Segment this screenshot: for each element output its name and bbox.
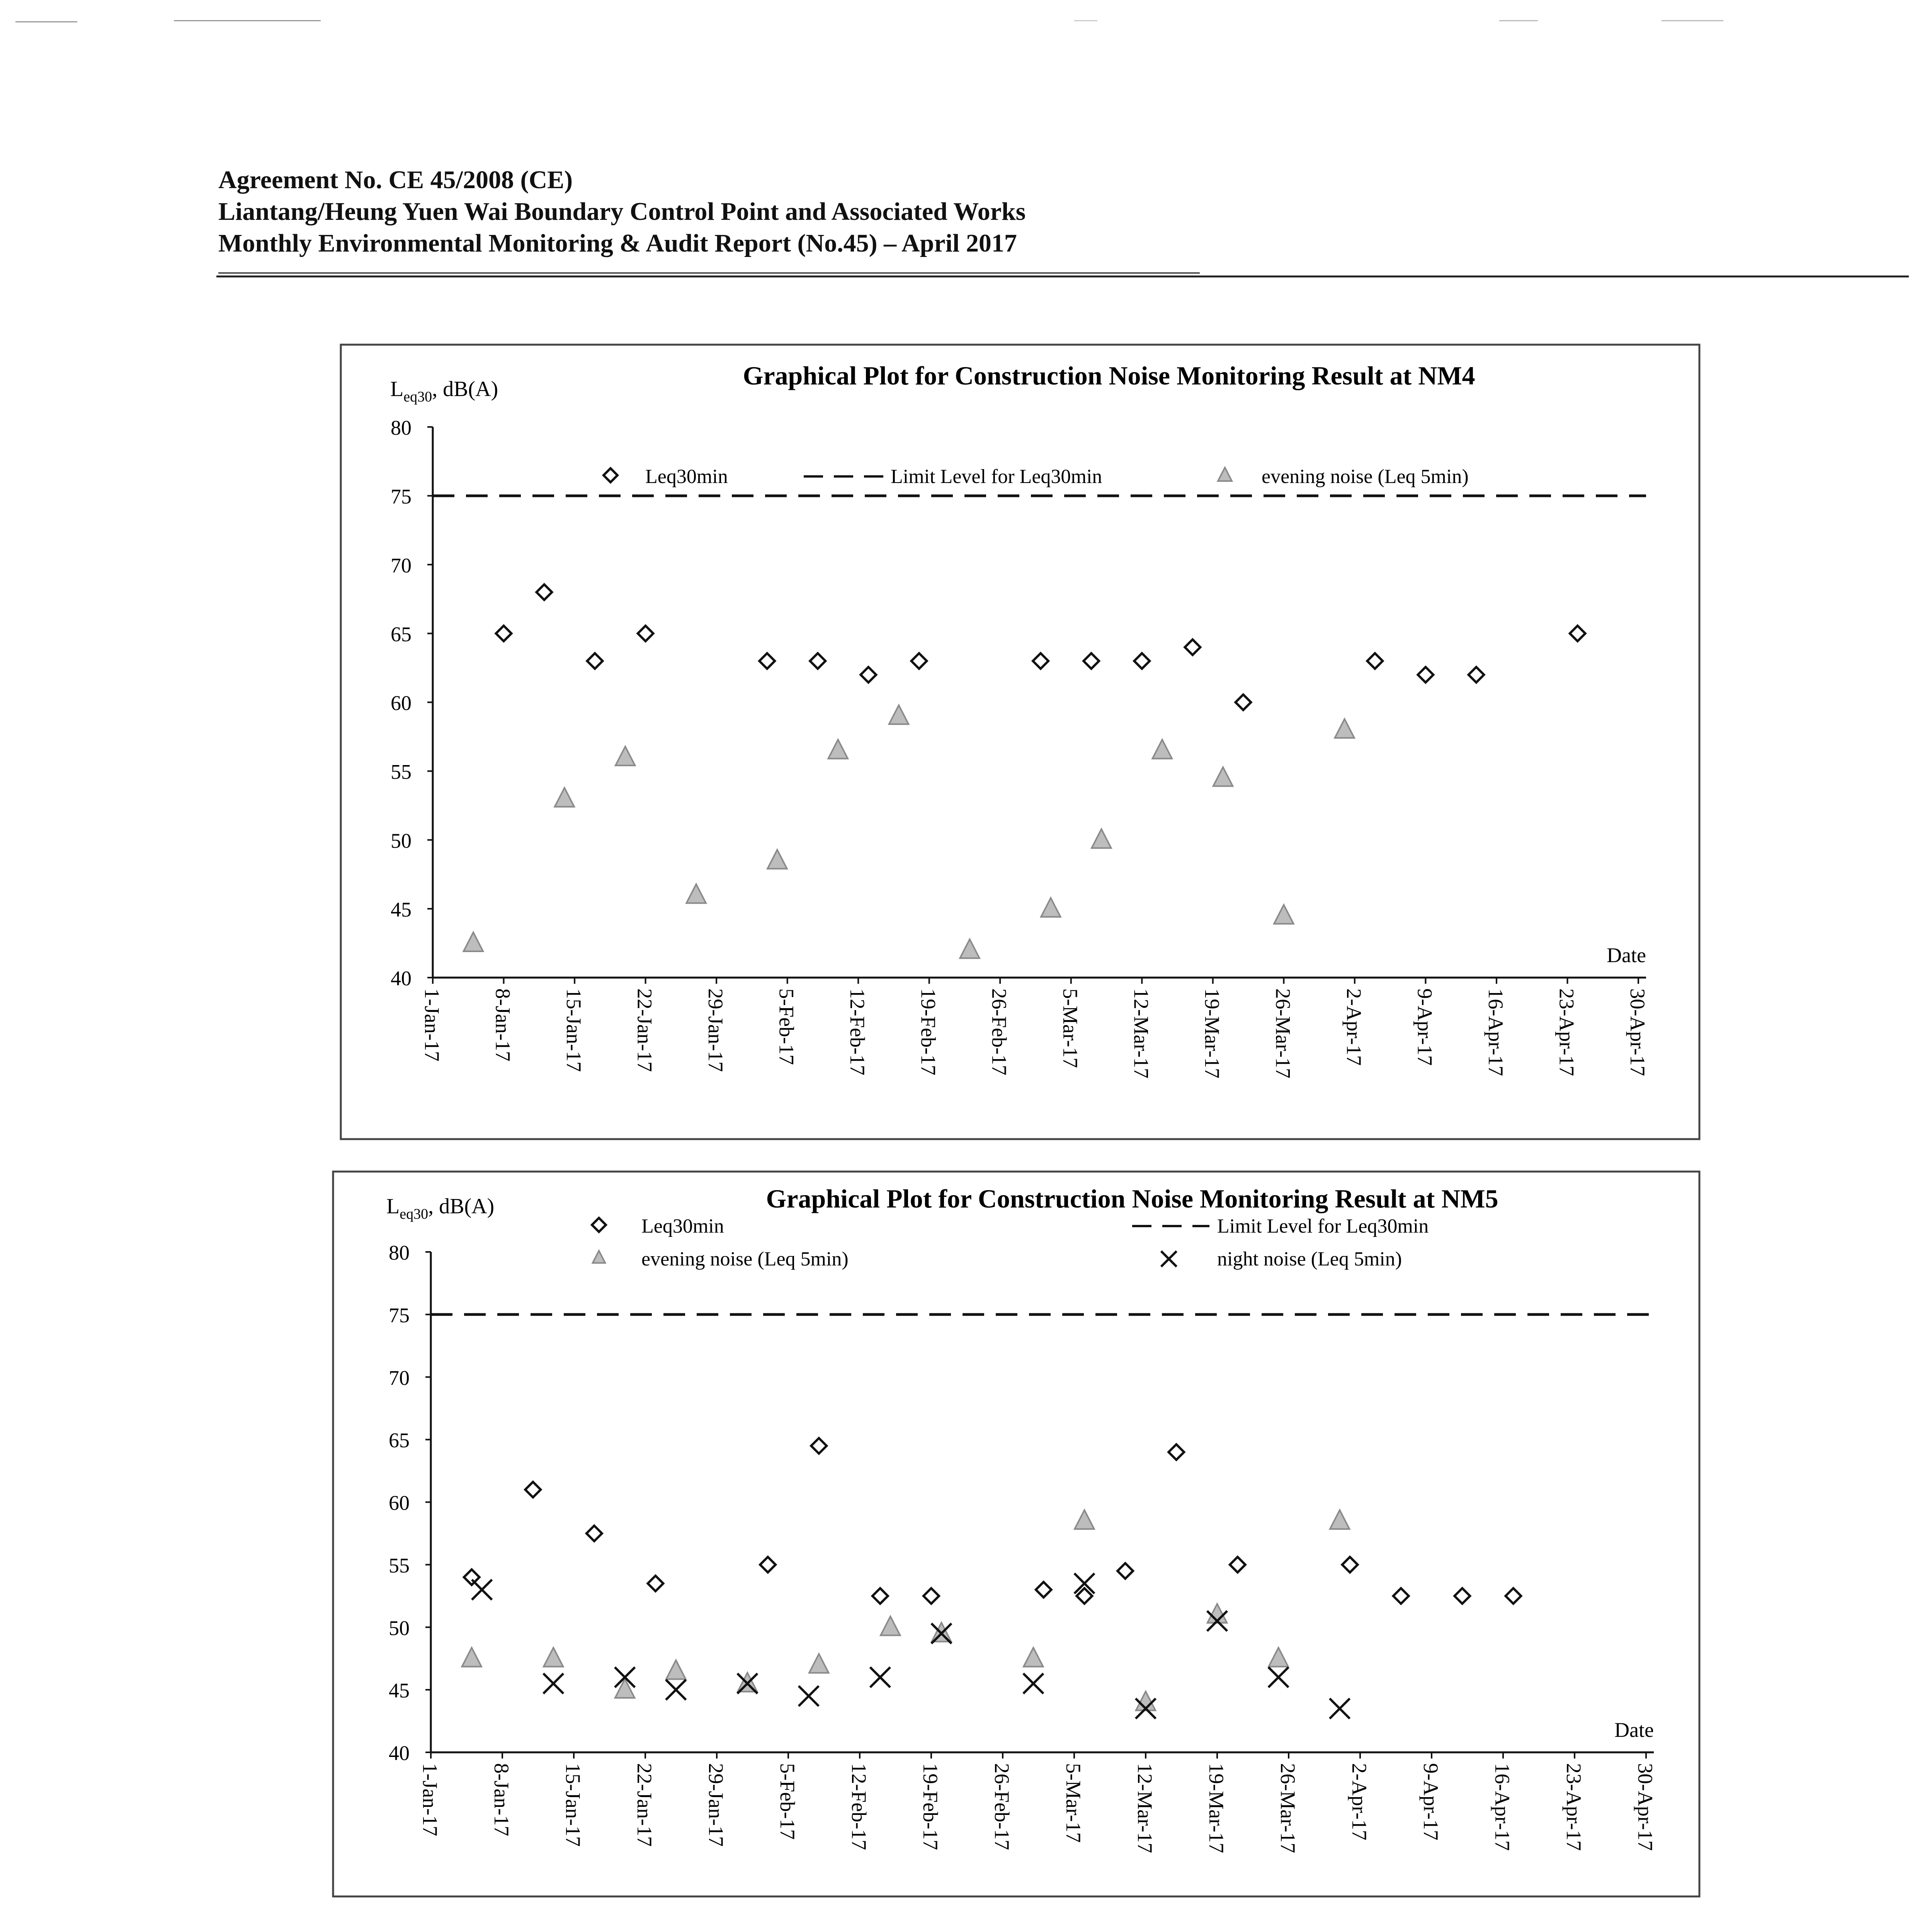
leq30-point [861,667,876,682]
x-tick-label: 1-Jan-17 [420,988,444,1061]
leq30-point [1134,653,1150,669]
y-axis-label-part: , dB(A) [428,1194,495,1218]
leq30-point [464,1570,480,1585]
chart-title: Graphical Plot for Construction Noise Monitoring Result at NM4 [743,361,1475,390]
x-tick-label: 22-Jan-17 [633,1763,656,1847]
evening-point [615,1679,634,1698]
legend-evening-label: evening noise (Leq 5min) [641,1248,849,1270]
x-tick-label: 5-Mar-17 [1062,1763,1085,1843]
leq30-point [1367,653,1383,669]
document-header [218,164,1903,259]
legend-evening-marker [1218,468,1232,481]
legend-evening-label: evening noise (Leq 5min) [1262,466,1469,488]
x-tick-label: 29-Jan-17 [704,988,728,1072]
evening-point [1335,719,1354,738]
evening-point [1075,1510,1094,1529]
leq30-point [1418,667,1433,682]
night-point [666,1680,686,1700]
y-tick-label: 60 [391,691,412,715]
x-tick-label: 2-Apr-17 [1348,1763,1371,1840]
night-point [543,1673,563,1694]
header-underline [218,272,1200,274]
series-triangle [464,705,1354,958]
chart-title: Graphical Plot for Construction Noise Monitoring Result at NM5 [766,1184,1498,1213]
x-axis-label: Date [1614,1718,1654,1742]
evening-point [1024,1648,1043,1667]
y-axis-label [386,1194,494,1222]
leq30-point [1168,1444,1184,1460]
x-tick-label: 1-Jan-17 [418,1763,442,1836]
leq30-point [1083,653,1099,669]
night-point [870,1667,890,1687]
scan-mark [1499,20,1538,21]
evening-point [616,747,635,765]
y-tick-label: 45 [391,898,412,921]
evening-point [1274,905,1293,924]
y-tick-label: 80 [389,1241,410,1264]
y-tick-label: 55 [391,760,412,784]
y-tick-label: 65 [391,622,412,646]
y-tick-label: 55 [389,1554,410,1577]
x-tick-label: 15-Jan-17 [561,1763,585,1847]
x-tick-label: 23-Apr-17 [1562,1763,1585,1851]
night-point [799,1686,819,1706]
x-tick-label: 12-Feb-17 [846,988,869,1075]
scan-mark [1074,20,1097,21]
scan-mark [174,20,321,21]
x-tick-label: 5-Mar-17 [1058,988,1082,1068]
nm5-chart [332,1171,1700,1897]
y-tick-label: 75 [389,1303,410,1327]
legend-leq30-label: Leq30min [641,1215,724,1237]
y-tick-label: 50 [391,829,412,852]
x-tick-label: 23-Apr-17 [1555,988,1578,1076]
x-tick-label: 5-Feb-17 [775,988,798,1065]
x-tick-label: 2-Apr-17 [1342,988,1366,1066]
y-tick-label: 70 [391,554,412,577]
evening-point [809,1654,828,1673]
x-tick-label: 15-Jan-17 [562,988,586,1072]
evening-point [666,1660,685,1679]
evening-point [1153,740,1172,759]
evening-point [960,939,979,958]
legend-night-label: night noise (Leq 5min) [1217,1248,1402,1270]
x-tick-label: 26-Mar-17 [1276,1763,1299,1853]
leq30-point [1036,1582,1051,1597]
x-tick-label: 5-Feb-17 [776,1763,799,1840]
y-tick-label: 45 [389,1679,410,1702]
x-tick-label: 19-Feb-17 [917,988,940,1075]
evening-point [1269,1648,1288,1667]
x-tick-label: 26-Feb-17 [990,1763,1014,1850]
legend-evening-marker [593,1251,605,1263]
leq30-point [760,1557,776,1572]
y-tick-label: 60 [389,1491,410,1515]
y-tick-label: 65 [389,1429,410,1452]
y-tick-label: 40 [391,967,412,990]
x-tick-label: 9-Apr-17 [1413,988,1437,1066]
nm4-chart [340,344,1700,1140]
y-axis-label-part: eq30 [400,1206,429,1222]
y-axis-label-part: , dB(A) [432,377,498,401]
y-tick-label: 70 [389,1366,410,1389]
y-axis-label [390,377,498,405]
legend-leq30-marker [592,1218,606,1232]
y-tick-label: 80 [391,416,412,439]
evening-point [464,932,483,951]
x-tick-label: 8-Jan-17 [491,988,515,1061]
leq30-point [638,626,653,641]
x-tick-label: 30-Apr-17 [1634,1763,1657,1851]
leq30-point [872,1588,888,1604]
legend-leq30-marker [604,468,617,482]
leq30-point [1469,667,1484,682]
x-tick-label: 19-Mar-17 [1200,988,1224,1078]
legend-night-marker [1161,1251,1177,1267]
y-axis-label-part: eq30 [403,389,432,405]
leq30-point [1185,639,1200,655]
evening-point [555,788,574,807]
leq30-point [1505,1588,1521,1604]
leq30-point [911,653,927,669]
scan-mark [1662,20,1723,21]
x-tick-label: 29-Jan-17 [704,1763,728,1847]
x-tick-label: 19-Mar-17 [1205,1763,1228,1853]
leq30-point [1454,1588,1470,1604]
evening-point [767,850,787,869]
leq30-point [496,626,512,641]
x-axis-label: Date [1607,944,1646,967]
x-tick-label: 12-Feb-17 [847,1763,871,1850]
leq30-point [1393,1588,1409,1604]
x-tick-label: 12-Mar-17 [1129,988,1153,1078]
agreement-number: Agreement No. CE 45/2008 (CE) [218,166,573,194]
evening-point [1092,829,1111,848]
series-diamond [496,585,1585,710]
leq30-point [1342,1557,1358,1572]
x-tick-label: 16-Apr-17 [1491,1763,1514,1851]
x-tick-label: 22-Jan-17 [633,988,656,1072]
x-tick-label: 30-Apr-17 [1626,988,1649,1076]
leq30-point [587,1526,602,1541]
evening-point [686,884,706,903]
leq30-point [810,653,825,669]
evening-point [881,1616,900,1635]
night-point [1269,1667,1289,1687]
legend-limit-label: Limit Level for Leq30min [1217,1215,1429,1237]
legend-limit-label: Limit Level for Leq30min [891,466,1102,488]
leq30-point [759,653,775,669]
y-axis-label-part: L [386,1194,400,1218]
leq30-point [1117,1563,1133,1579]
leq30-point [1235,695,1251,710]
leq30-point [1077,1588,1092,1604]
header-rule [216,276,1909,277]
leq30-point [1033,653,1048,669]
leq30-point [811,1438,827,1454]
y-tick-label: 40 [389,1742,410,1765]
leq30-point [923,1588,939,1604]
x-tick-label: 26-Mar-17 [1271,988,1295,1078]
evening-point [544,1648,563,1667]
evening-point [1041,898,1060,917]
leq30-point [525,1482,541,1497]
series-x [472,1573,1350,1719]
night-point [1330,1699,1350,1719]
night-point [1023,1673,1043,1694]
night-point [472,1580,492,1600]
x-tick-label: 9-Apr-17 [1419,1763,1442,1840]
evening-point [828,740,848,759]
y-axis-label-part: L [390,377,404,401]
leq30-point [1570,626,1585,641]
leq30-point [587,653,602,669]
x-tick-label: 26-Feb-17 [988,988,1011,1075]
evening-point [462,1648,481,1667]
leq30-point [1230,1557,1245,1572]
leq30-point [648,1576,663,1591]
scan-mark [15,21,77,22]
report-title: Monthly Environmental Monitoring & Audit Report (No.45) – April 2017 [218,229,1017,257]
x-tick-label: 8-Jan-17 [490,1763,513,1836]
evening-point [1330,1510,1349,1529]
x-tick-label: 16-Apr-17 [1484,988,1507,1076]
x-tick-label: 19-Feb-17 [919,1763,942,1850]
leq30-point [536,585,552,600]
project-title: Liantang/Heung Yuen Wai Boundary Control Point and Associated Works [218,197,1026,226]
x-tick-label: 12-Mar-17 [1133,1763,1156,1853]
evening-point [889,705,908,724]
series-diamond [464,1438,1521,1604]
y-tick-label: 50 [389,1616,410,1640]
y-tick-label: 75 [391,485,412,509]
legend-leq30-label: Leq30min [645,466,728,488]
evening-point [1213,767,1233,786]
